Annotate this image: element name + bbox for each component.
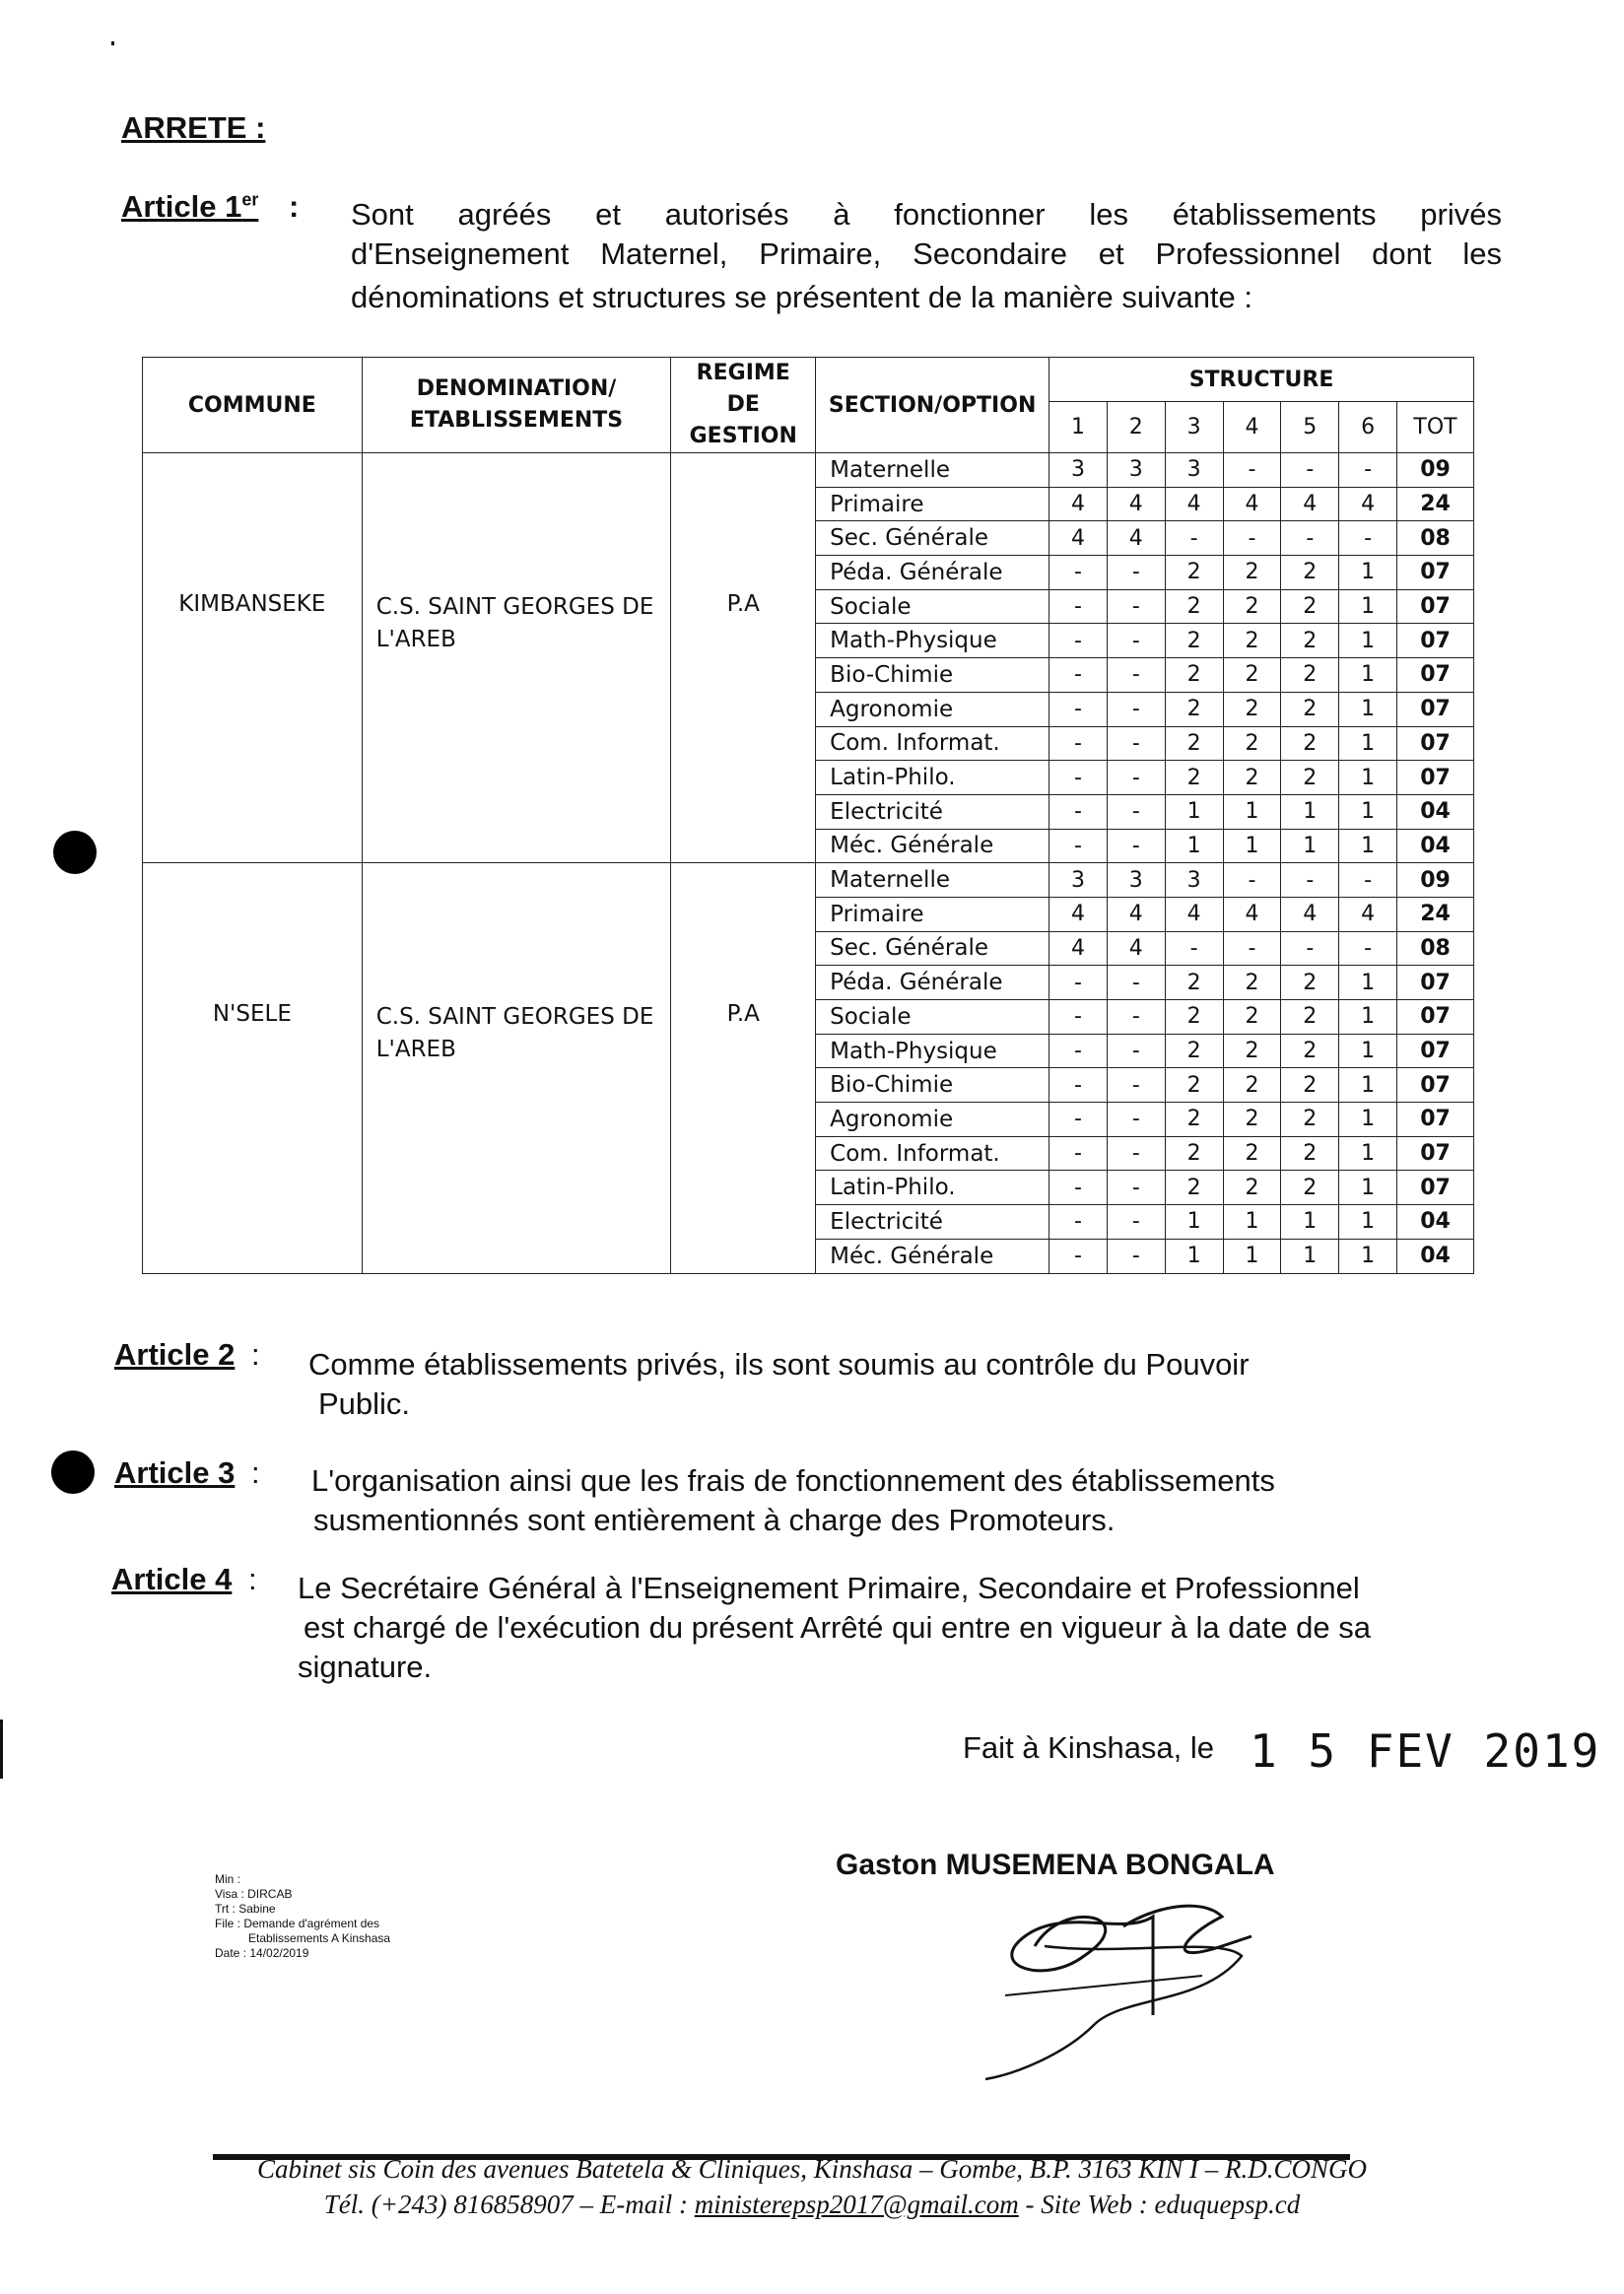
header-col-3: 3 xyxy=(1165,402,1223,453)
header-col-4: 4 xyxy=(1223,402,1281,453)
structure-cell: - xyxy=(1107,658,1165,693)
structure-table xyxy=(142,357,1474,1274)
structure-cell: - xyxy=(1165,931,1223,966)
section-cell: Maternelle xyxy=(816,453,1049,488)
structure-cell: 4 xyxy=(1107,931,1165,966)
article-1-label: Article 1er xyxy=(121,189,259,224)
structure-cell: - xyxy=(1107,1239,1165,1273)
total-cell: 04 xyxy=(1397,1239,1474,1273)
header-structure: STRUCTURE xyxy=(1049,358,1474,402)
structure-cell: 1 xyxy=(1165,1239,1223,1273)
header-denomination: DENOMINATION/ ETABLISSEMENTS xyxy=(362,358,671,453)
structure-cell: 1 xyxy=(1281,794,1339,829)
total-cell: 07 xyxy=(1397,658,1474,693)
total-cell: 04 xyxy=(1397,1205,1474,1240)
structure-cell: 2 xyxy=(1223,692,1281,726)
total-cell: 04 xyxy=(1397,829,1474,863)
structure-cell: 2 xyxy=(1281,1103,1339,1137)
structure-cell: - xyxy=(1107,829,1165,863)
section-cell: Electricité xyxy=(816,1205,1049,1240)
total-cell: 24 xyxy=(1397,487,1474,521)
structure-cell: 2 xyxy=(1223,1000,1281,1035)
article-3-text: L'organisation ainsi que les frais de fonctionnement des établissements susmentionnés sont entièrement à charge des Promoteurs. xyxy=(311,1463,1275,1537)
structure-cell: - xyxy=(1339,521,1397,556)
structure-cell: 2 xyxy=(1223,1171,1281,1205)
structure-cell: - xyxy=(1107,1068,1165,1103)
structure-cell: - xyxy=(1049,761,1108,795)
structure-cell: 1 xyxy=(1339,1171,1397,1205)
signature-drawing xyxy=(926,1877,1340,2084)
section-cell: Primaire xyxy=(816,487,1049,521)
structure-cell: 3 xyxy=(1165,453,1223,488)
structure-cell: 1 xyxy=(1165,1205,1223,1240)
header-col-5: 5 xyxy=(1281,402,1339,453)
signer-name: Gaston MUSEMENA BONGALA xyxy=(836,1849,1275,1881)
total-cell: 07 xyxy=(1397,966,1474,1000)
total-cell: 08 xyxy=(1397,521,1474,556)
article-3-label: Article 3 xyxy=(114,1455,236,1490)
structure-cell: 2 xyxy=(1165,761,1223,795)
total-cell: 07 xyxy=(1397,1068,1474,1103)
structure-cell: - xyxy=(1049,556,1108,590)
structure-cell: 2 xyxy=(1281,761,1339,795)
structure-cell: - xyxy=(1107,624,1165,658)
footer-contact: Tél. (+243) 816858907 – E-mail : ministerepsp2017@gmail.com - Site Web : eduquepsp.cd xyxy=(323,2190,1301,2219)
section-cell: Bio-Chimie xyxy=(816,1068,1049,1103)
denomination-cell: C.S. SAINT GEORGES DE L'AREB xyxy=(362,453,671,863)
structure-cell: 2 xyxy=(1281,1000,1339,1035)
structure-cell: - xyxy=(1107,726,1165,761)
section-cell: Agronomie xyxy=(816,1103,1049,1137)
structure-cell: 4 xyxy=(1107,487,1165,521)
header-col-2: 2 xyxy=(1107,402,1165,453)
structure-cell: 2 xyxy=(1165,589,1223,624)
structure-cell: - xyxy=(1107,1205,1165,1240)
structure-cell: 1 xyxy=(1339,829,1397,863)
structure-cell: - xyxy=(1107,966,1165,1000)
structure-cell: 2 xyxy=(1281,726,1339,761)
structure-cell: 1 xyxy=(1223,794,1281,829)
margin-dot xyxy=(51,1451,95,1494)
scan-mark xyxy=(111,41,114,45)
structure-cell: - xyxy=(1049,1136,1108,1171)
total-cell: 24 xyxy=(1397,897,1474,931)
total-cell: 08 xyxy=(1397,931,1474,966)
memo-block: Min : Visa : DIRCAB Trt : Sabine File : Demande d'agrément des Etablissements A Kinshasa Date : 14/02/2019 xyxy=(215,1872,391,1960)
section-cell: Sociale xyxy=(816,1000,1049,1035)
structure-cell: - xyxy=(1107,1103,1165,1137)
commune-cell: N'SELE xyxy=(143,863,363,1273)
structure-cell: - xyxy=(1339,863,1397,898)
structure-cell: - xyxy=(1049,589,1108,624)
structure-cell: - xyxy=(1107,761,1165,795)
structure-cell: - xyxy=(1049,1034,1108,1068)
structure-cell: - xyxy=(1049,794,1108,829)
structure-cell: 1 xyxy=(1165,829,1223,863)
structure-cell: - xyxy=(1049,726,1108,761)
structure-cell: - xyxy=(1049,1000,1108,1035)
footer-email[interactable]: ministerepsp2017@gmail.com xyxy=(694,2190,1019,2219)
article-2-text: Comme établissements privés, ils sont soumis au contrôle du Pouvoir Public. xyxy=(308,1347,1250,1421)
total-cell: 07 xyxy=(1397,726,1474,761)
structure-cell: 1 xyxy=(1339,1239,1397,1273)
structure-cell: 2 xyxy=(1165,692,1223,726)
structure-cell: - xyxy=(1223,863,1281,898)
structure-cell: - xyxy=(1281,931,1339,966)
article-2: Article 2 : xyxy=(114,1337,260,1372)
page-title: ARRETE : xyxy=(121,110,266,145)
total-cell: 07 xyxy=(1397,1000,1474,1035)
total-cell: 07 xyxy=(1397,692,1474,726)
section-cell: Com. Informat. xyxy=(816,1136,1049,1171)
structure-cell: - xyxy=(1049,658,1108,693)
structure-cell: 2 xyxy=(1223,1034,1281,1068)
section-cell: Math-Physique xyxy=(816,624,1049,658)
total-cell: 07 xyxy=(1397,589,1474,624)
structure-cell: 1 xyxy=(1281,1205,1339,1240)
regime-cell: P.A xyxy=(671,863,816,1273)
structure-cell: 2 xyxy=(1223,624,1281,658)
structure-cell: 4 xyxy=(1339,487,1397,521)
structure-cell: 1 xyxy=(1339,658,1397,693)
structure-cell: - xyxy=(1049,1103,1108,1137)
structure-cell: 2 xyxy=(1281,658,1339,693)
structure-cell: - xyxy=(1107,1000,1165,1035)
commune-cell: KIMBANSEKE xyxy=(143,453,363,863)
structure-cell: 4 xyxy=(1049,897,1108,931)
structure-cell: 1 xyxy=(1339,1068,1397,1103)
structure-cell: 4 xyxy=(1049,521,1108,556)
structure-cell: 1 xyxy=(1339,1136,1397,1171)
structure-cell: 4 xyxy=(1107,521,1165,556)
structure-cell: 2 xyxy=(1223,726,1281,761)
article-3: Article 3 : xyxy=(114,1455,260,1490)
section-cell: Péda. Générale xyxy=(816,966,1049,1000)
total-cell: 07 xyxy=(1397,1103,1474,1137)
article-4-label: Article 4 xyxy=(111,1562,233,1596)
structure-cell: - xyxy=(1107,692,1165,726)
structure-cell: - xyxy=(1339,931,1397,966)
section-cell: Sec. Générale xyxy=(816,521,1049,556)
structure-cell: 2 xyxy=(1165,966,1223,1000)
structure-cell: 4 xyxy=(1281,897,1339,931)
section-cell: Méc. Générale xyxy=(816,1239,1049,1273)
structure-cell: 2 xyxy=(1281,589,1339,624)
structure-cell: 3 xyxy=(1165,863,1223,898)
header-regime: REGIME DE GESTION xyxy=(671,358,816,453)
structure-cell: 1 xyxy=(1339,794,1397,829)
article-4-text: Le Secrétaire Général à l'Enseignement Primaire, Secondaire et Professionnel est chargé de l'exécution du présent Arrêté qui entre en vigueur à la date de sa signature. xyxy=(298,1571,1372,1684)
structure-cell: 2 xyxy=(1223,1136,1281,1171)
total-cell: 07 xyxy=(1397,1171,1474,1205)
structure-cell: 3 xyxy=(1049,453,1108,488)
structure-cell: 1 xyxy=(1223,829,1281,863)
structure-cell: 3 xyxy=(1107,863,1165,898)
structure-cell: 2 xyxy=(1165,658,1223,693)
structure-cell: - xyxy=(1107,589,1165,624)
footer-address: Cabinet sis Coin des avenues Batetela & Cliniques, Kinshasa – Gombe, B.P. 3163 KIN I – R.D.CONGO xyxy=(257,2154,1367,2184)
structure-cell: 2 xyxy=(1165,1171,1223,1205)
section-cell: Maternelle xyxy=(816,863,1049,898)
structure-cell: - xyxy=(1049,1239,1108,1273)
total-cell: 07 xyxy=(1397,556,1474,590)
structure-cell: 1 xyxy=(1339,692,1397,726)
section-cell: Sociale xyxy=(816,589,1049,624)
structure-cell: 1 xyxy=(1339,1000,1397,1035)
structure-cell: - xyxy=(1107,1171,1165,1205)
structure-cell: 1 xyxy=(1339,761,1397,795)
structure-cell: 2 xyxy=(1281,692,1339,726)
section-cell: Agronomie xyxy=(816,692,1049,726)
structure-cell: 2 xyxy=(1281,624,1339,658)
structure-cell: 2 xyxy=(1223,1068,1281,1103)
header-col-6: 6 xyxy=(1339,402,1397,453)
structure-cell: 2 xyxy=(1165,556,1223,590)
structure-cell: - xyxy=(1049,966,1108,1000)
section-cell: Electricité xyxy=(816,794,1049,829)
structure-cell: - xyxy=(1339,453,1397,488)
structure-cell: 1 xyxy=(1223,1239,1281,1273)
structure-cell: - xyxy=(1107,1136,1165,1171)
structure-cell: 4 xyxy=(1049,487,1108,521)
structure-cell: - xyxy=(1165,521,1223,556)
structure-cell: - xyxy=(1049,829,1108,863)
total-cell: 04 xyxy=(1397,794,1474,829)
structure-cell: 2 xyxy=(1165,1136,1223,1171)
header-commune: COMMUNE xyxy=(143,358,363,453)
structure-cell: 1 xyxy=(1281,829,1339,863)
structure-cell: 2 xyxy=(1281,1034,1339,1068)
structure-cell: 1 xyxy=(1339,624,1397,658)
structure-cell: 4 xyxy=(1165,487,1223,521)
place-date-label: Fait à Kinshasa, le xyxy=(963,1730,1215,1765)
structure-cell: 2 xyxy=(1165,624,1223,658)
structure-cell: 1 xyxy=(1339,726,1397,761)
section-cell: Sec. Générale xyxy=(816,931,1049,966)
structure-cell: - xyxy=(1107,1034,1165,1068)
total-cell: 07 xyxy=(1397,1034,1474,1068)
structure-cell: - xyxy=(1049,624,1108,658)
structure-cell: 3 xyxy=(1049,863,1108,898)
structure-cell: - xyxy=(1107,556,1165,590)
structure-cell: 1 xyxy=(1339,966,1397,1000)
margin-dot xyxy=(53,831,97,874)
header-col-1: 1 xyxy=(1049,402,1108,453)
structure-cell: 1 xyxy=(1339,589,1397,624)
date-stamp: 1 5 FEV 2019 xyxy=(1250,1724,1601,1778)
structure-cell: 4 xyxy=(1281,487,1339,521)
total-cell: 09 xyxy=(1397,863,1474,898)
structure-cell: - xyxy=(1049,1068,1108,1103)
structure-cell: 2 xyxy=(1165,1103,1223,1137)
structure-cell: 1 xyxy=(1223,1205,1281,1240)
structure-cell: 4 xyxy=(1107,897,1165,931)
structure-cell: 4 xyxy=(1339,897,1397,931)
section-cell: Méc. Générale xyxy=(816,829,1049,863)
structure-cell: 2 xyxy=(1281,1136,1339,1171)
structure-cell: 3 xyxy=(1107,453,1165,488)
section-cell: Math-Physique xyxy=(816,1034,1049,1068)
structure-cell: 1 xyxy=(1339,1034,1397,1068)
structure-cell: 1 xyxy=(1281,1239,1339,1273)
structure-cell: 1 xyxy=(1165,794,1223,829)
total-cell: 07 xyxy=(1397,624,1474,658)
article-1-text-end: dénominations et structures se présentent de la manière suivante : xyxy=(351,280,1253,314)
structure-cell: 4 xyxy=(1049,931,1108,966)
structure-cell: - xyxy=(1281,453,1339,488)
structure-cell: - xyxy=(1223,453,1281,488)
table-row xyxy=(143,863,1474,898)
total-cell: 07 xyxy=(1397,761,1474,795)
section-cell: Latin-Philo. xyxy=(816,1171,1049,1205)
total-cell: 07 xyxy=(1397,1136,1474,1171)
section-cell: Bio-Chimie xyxy=(816,658,1049,693)
scan-mark xyxy=(0,1720,3,1779)
structure-cell: 2 xyxy=(1281,1171,1339,1205)
header-section: SECTION/OPTION xyxy=(816,358,1049,453)
section-cell: Com. Informat. xyxy=(816,726,1049,761)
structure-cell: - xyxy=(1281,863,1339,898)
structure-cell: - xyxy=(1107,794,1165,829)
section-cell: Péda. Générale xyxy=(816,556,1049,590)
structure-cell: 4 xyxy=(1223,487,1281,521)
regime-cell: P.A xyxy=(671,453,816,863)
article-4: Article 4 : xyxy=(111,1562,257,1596)
structure-cell: - xyxy=(1281,521,1339,556)
structure-cell: - xyxy=(1049,1171,1108,1205)
structure-cell: 1 xyxy=(1339,1205,1397,1240)
header-col-tot: TOT xyxy=(1397,402,1474,453)
article-2-label: Article 2 xyxy=(114,1337,236,1372)
total-cell: 09 xyxy=(1397,453,1474,488)
denomination-cell: C.S. SAINT GEORGES DE L'AREB xyxy=(362,863,671,1273)
section-cell: Primaire xyxy=(816,897,1049,931)
article-1-text: Sont agréés et autorisés à fonctionner les établissements privés d'Enseignement Maternel, Primaire, Secondaire et Professionnel dont les xyxy=(351,197,1502,271)
structure-cell: 2 xyxy=(1165,1034,1223,1068)
structure-cell: 4 xyxy=(1223,897,1281,931)
structure-cell: 2 xyxy=(1281,556,1339,590)
structure-cell: 2 xyxy=(1223,658,1281,693)
structure-cell: 2 xyxy=(1223,761,1281,795)
structure-cell: 2 xyxy=(1223,1103,1281,1137)
structure-cell: 1 xyxy=(1339,556,1397,590)
structure-cell: - xyxy=(1223,521,1281,556)
structure-cell: 1 xyxy=(1339,1103,1397,1137)
structure-cell: 2 xyxy=(1223,966,1281,1000)
structure-cell: 2 xyxy=(1165,1000,1223,1035)
structure-cell: - xyxy=(1049,692,1108,726)
structure-cell: 2 xyxy=(1165,1068,1223,1103)
structure-cell: - xyxy=(1223,931,1281,966)
article-1-colon: : xyxy=(289,189,300,224)
structure-cell: 2 xyxy=(1223,589,1281,624)
structure-cell: 2 xyxy=(1281,1068,1339,1103)
structure-cell: - xyxy=(1049,1205,1108,1240)
table-row xyxy=(143,453,1474,488)
structure-cell: 2 xyxy=(1223,556,1281,590)
structure-cell: 2 xyxy=(1165,726,1223,761)
table-body xyxy=(143,453,1474,1274)
structure-cell: 2 xyxy=(1281,966,1339,1000)
section-cell: Latin-Philo. xyxy=(816,761,1049,795)
structure-cell: 4 xyxy=(1165,897,1223,931)
